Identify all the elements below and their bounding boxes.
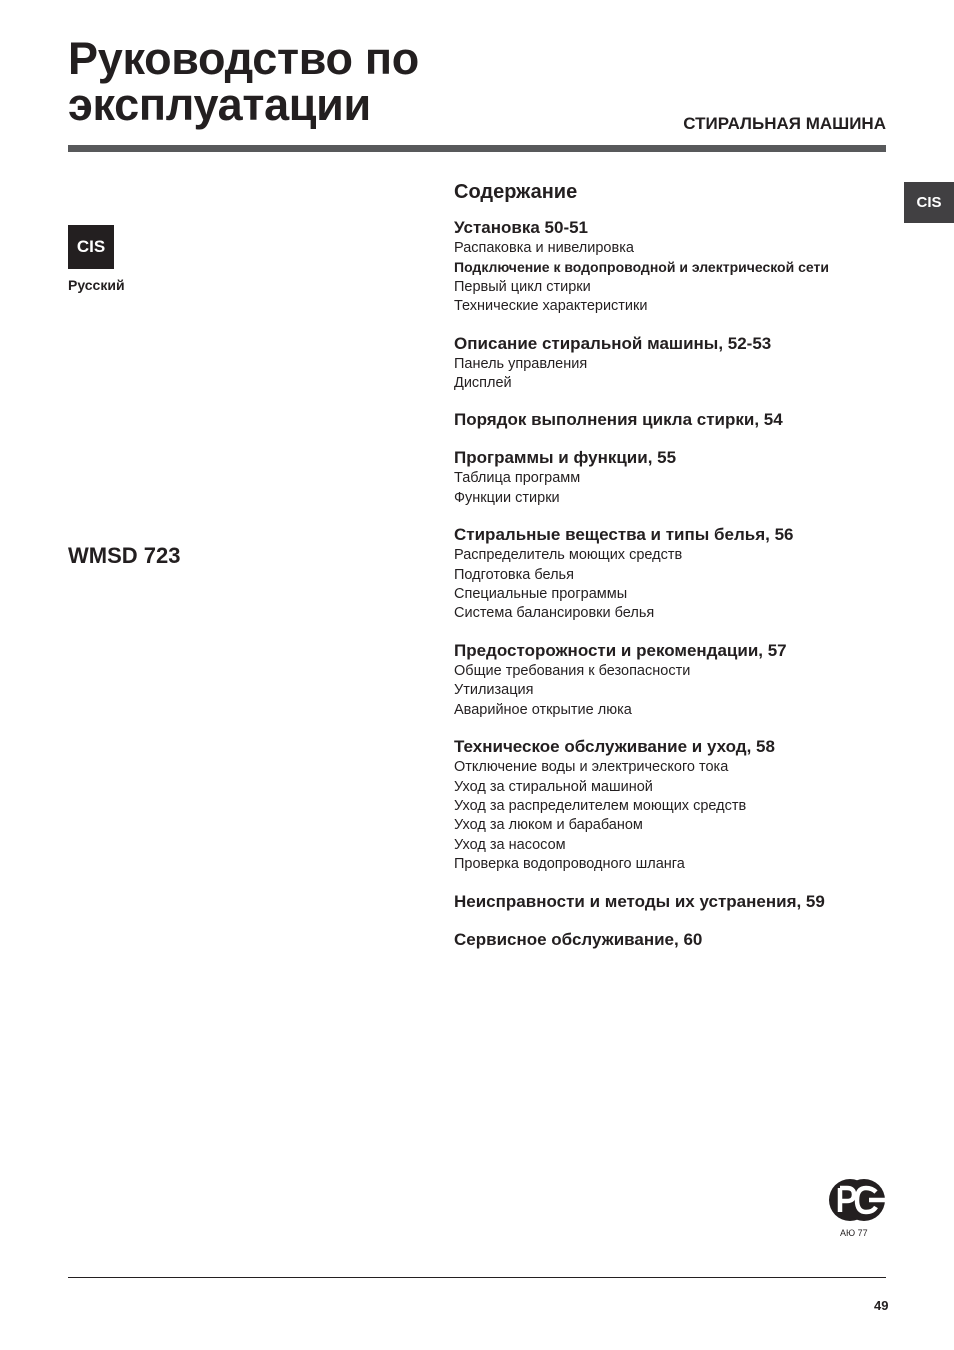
toc-item: Подключение к водопроводной и электрической сети (454, 259, 829, 276)
footer-divider (68, 1277, 886, 1278)
toc-item: Уход за люком и барабаном (454, 817, 643, 834)
toc-heading: Порядок выполнения цикла стирки, 54 (454, 410, 783, 430)
toc-heading: Стиральные вещества и типы белья, 56 (454, 525, 794, 545)
toc-heading: Описание стиральной машины, 52-53 (454, 333, 772, 353)
language-badge: CIS (68, 225, 114, 269)
toc-item: Функции стирки (454, 489, 560, 506)
toc-section-installation (454, 217, 894, 317)
toc-item: Система балансировки белья (454, 605, 655, 622)
model-number: WMSD 723 (68, 543, 181, 568)
document-title (68, 33, 419, 130)
toc-heading: Программы и функции, 55 (454, 448, 677, 468)
toc-item: Уход за стиральной машиной (454, 778, 653, 795)
toc-section-wash-cycle (454, 409, 894, 431)
certification-mark-icon (826, 1176, 888, 1224)
toc-item: Технические характеристики (454, 298, 648, 315)
table-of-contents (454, 178, 894, 967)
toc-heading: Сервисное обслуживание, 60 (454, 929, 703, 949)
toc-section-troubleshooting (454, 891, 894, 913)
title-line-2: эксплуатации (68, 79, 371, 130)
language-name: Русский (68, 277, 125, 293)
toc-item: Первый цикл стирки (454, 278, 591, 295)
title-line-1: Руководство по (68, 33, 419, 84)
toc-section-service (454, 929, 894, 951)
toc-heading: Неисправности и методы их устранения, 59 (454, 891, 825, 911)
header-divider (68, 145, 886, 152)
toc-section-description (454, 333, 894, 394)
toc-item: Проверка водопроводного шланга (454, 856, 685, 873)
toc-item: Подготовка белья (454, 566, 574, 583)
language-side-tab: CIS (904, 182, 954, 223)
toc-item: Аварийное открытие люка (454, 701, 632, 718)
toc-heading: Установка 50-51 (454, 218, 589, 237)
toc-item: Таблица программ (454, 470, 581, 487)
toc-title: Содержание (454, 181, 578, 203)
toc-item: Утилизация (454, 682, 534, 699)
toc-item: Панель управления (454, 355, 588, 372)
toc-item: Дисплей (454, 375, 512, 392)
certification-code: АЮ 77 (840, 1228, 868, 1238)
toc-item: Отключение воды и электрического тока (454, 759, 729, 776)
toc-item: Уход за насосом (454, 836, 566, 853)
toc-section-maintenance (454, 736, 894, 874)
toc-item: Общие требования к безопасности (454, 662, 691, 679)
toc-item: Специальные программы (454, 586, 628, 603)
toc-heading: Техническое обслуживание и уход, 58 (454, 737, 775, 757)
toc-item: Распределитель моющих средств (454, 547, 683, 564)
toc-item: Уход за распределителем моющих средств (454, 797, 747, 814)
toc-item: Распаковка и нивелировка (454, 240, 634, 256)
toc-section-precautions (454, 640, 894, 720)
toc-section-detergents (454, 524, 894, 624)
toc-section-programs (454, 447, 894, 508)
page-number: 49 (874, 1298, 889, 1313)
product-type-label: СТИРАЛЬНАЯ МАШИНА (683, 114, 886, 133)
toc-heading: Предосторожности и рекомендации, 57 (454, 640, 787, 660)
